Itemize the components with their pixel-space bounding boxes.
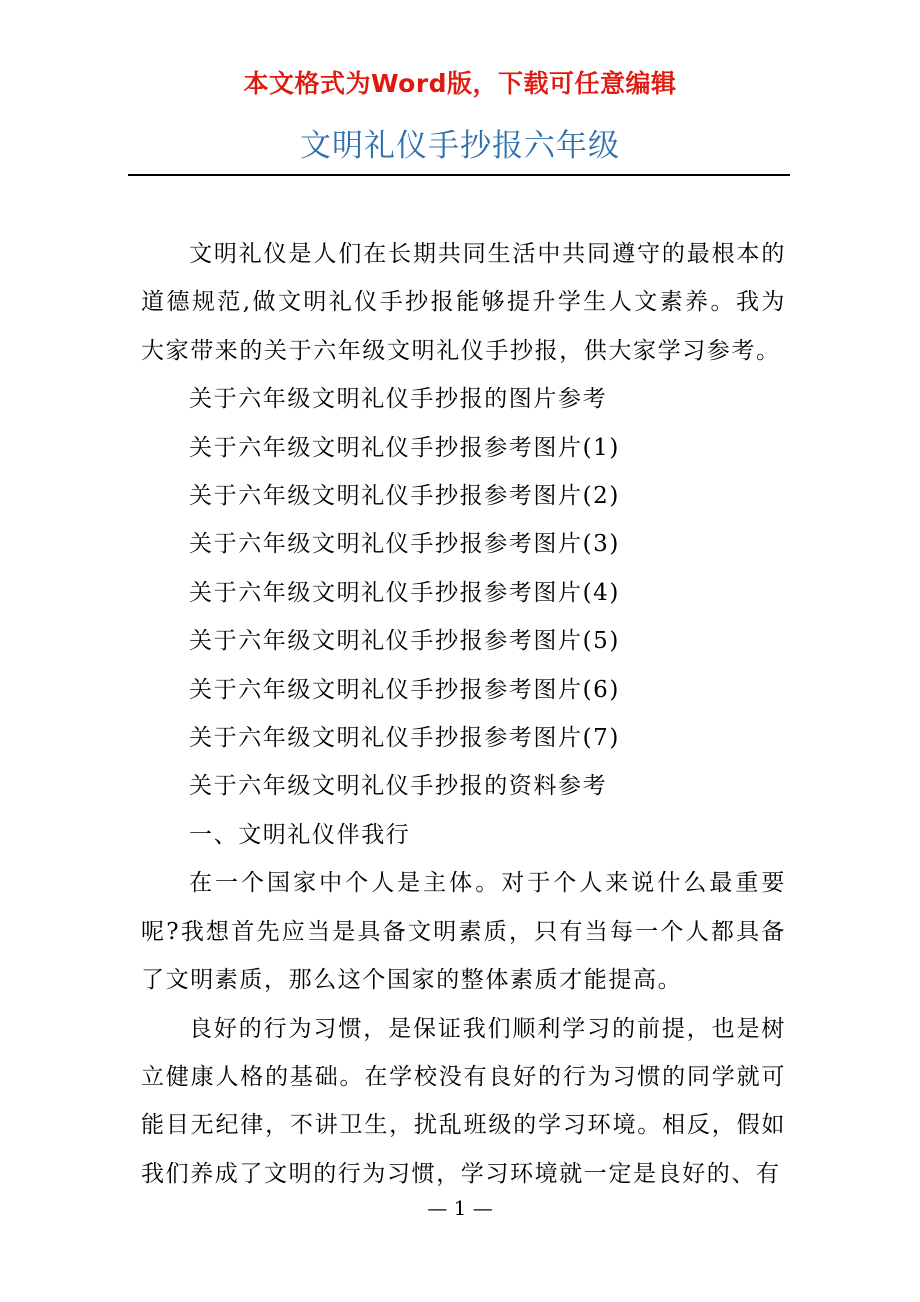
list-line: 关于六年级文明礼仪手抄报参考图片(7): [189, 725, 620, 752]
body-paragraph-1: 在一个国家中个人是主体。对于个人来说什么最重要呢?我想首先应当是具备文明素质，只有当每一个人都具备了文明素质，那么这个国家的整体素质才能提高。: [141, 870, 786, 994]
body-paragraph-2: 良好的行为习惯，是保证我们顺利学习的前提，也是树立健康人格的基础。在学校没有良好的行为习惯的同学就可能目无纪律，不讲卫生，扰乱班级的学习环境。相反，假如我们养成了文明的行为习惯，学习环境就一定是良好的、有: [141, 1015, 786, 1187]
document-body: [141, 230, 786, 1198]
document-title: 文明礼仪手抄报六年级: [300, 128, 620, 164]
list-line: 关于六年级文明礼仪手抄报参考图片(3): [189, 531, 620, 558]
list-line: 关于六年级文明礼仪手抄报参考图片(4): [189, 579, 620, 606]
title-divider: [128, 174, 790, 176]
list-line: 关于六年级文明礼仪手抄报的图片参考: [189, 386, 608, 413]
section-heading: 一、文明礼仪伴我行: [189, 821, 411, 848]
intro-paragraph: 文明礼仪是人们在长期共同生活中共同遵守的最根本的道德规范,做文明礼仪手抄报能够提升学生人文素养。我为大家带来的关于六年级文明礼仪手抄报，供大家学习参考。: [141, 241, 786, 364]
list-line: 关于六年级文明礼仪手抄报参考图片(2): [189, 483, 620, 510]
list-line: 关于六年级文明礼仪手抄报参考图片(6): [189, 676, 620, 703]
list-line: 关于六年级文明礼仪手抄报参考图片(1): [189, 434, 620, 461]
page-number: — 1 —: [427, 1196, 493, 1220]
list-line: 关于六年级文明礼仪手抄报的资料参考: [189, 773, 608, 800]
format-banner: 本文格式为Word版，下载可任意编辑: [243, 69, 677, 98]
list-line: 关于六年级文明礼仪手抄报参考图片(5): [189, 628, 620, 655]
